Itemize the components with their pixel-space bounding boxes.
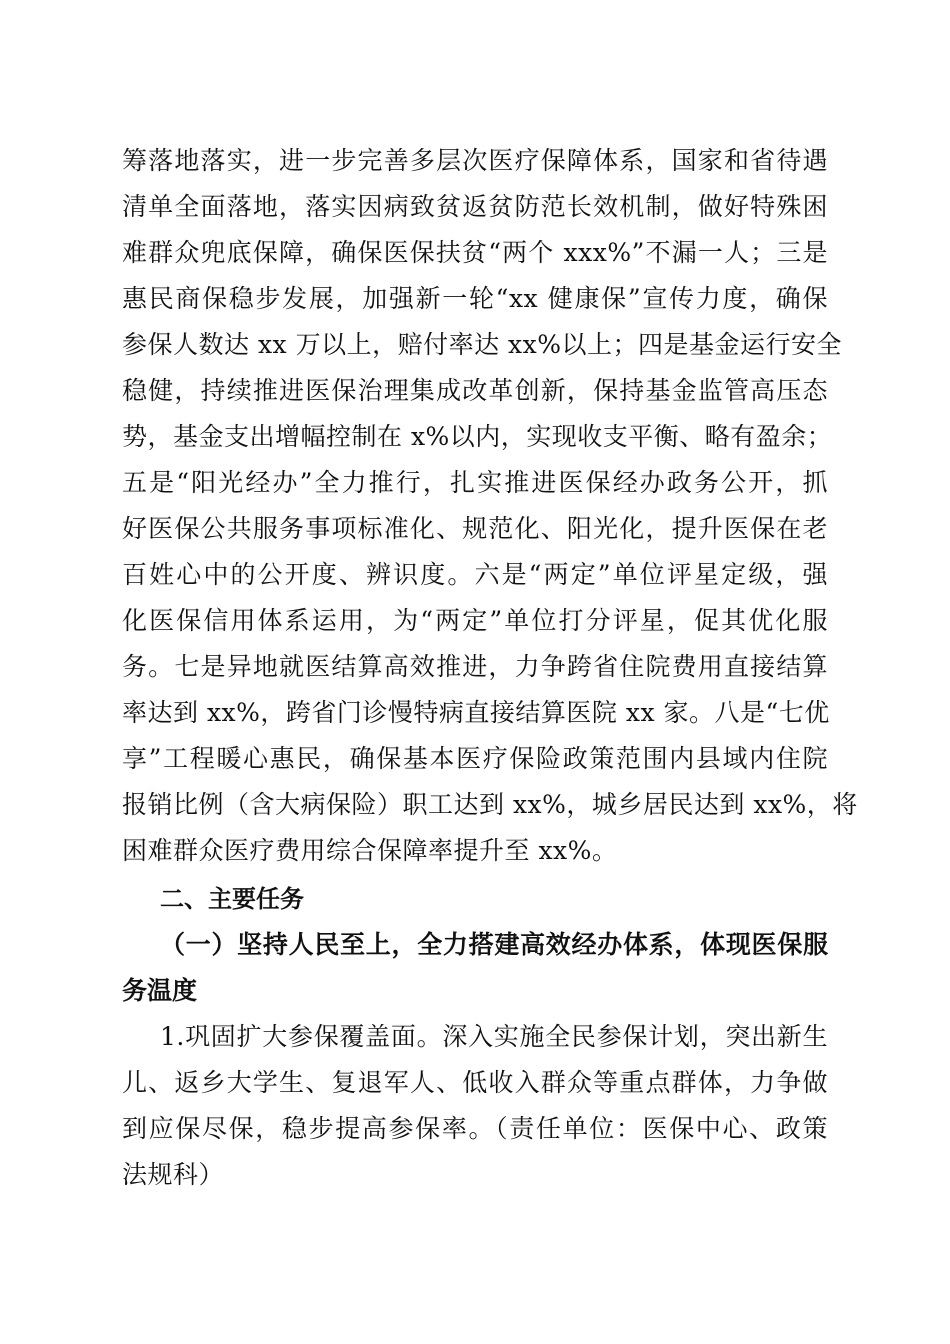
body-text-line: 1.巩固扩大参保覆盖面。深入实施全民参保计划，突出新生: [160, 1022, 828, 1051]
body-text-line: 报销比例（含大病保险）职工达到 xx%，城乡居民达到 xx%，将: [122, 790, 858, 819]
subsection-heading: （一）坚持人民至上，全力搭建高效经办体系，体现医保服: [160, 930, 828, 959]
body-text-line: 好医保公共服务事项标准化、规范化、阳光化，提升医保在老: [122, 514, 828, 543]
body-text-line: 惠民商保稳步发展，加强新一轮“xx 健康保”宣传力度，确保: [122, 284, 828, 313]
body-text-line: 法规科）: [122, 1160, 225, 1189]
body-text-line: 百姓心中的公开度、辨识度。六是“两定”单位评星定级，强: [122, 560, 828, 589]
body-text-line: 率达到 xx%，跨省门诊慢特病直接结算医院 xx 家。八是“七优: [122, 698, 830, 727]
body-text-line: 困难群众医疗费用综合保障率提升至 xx%。: [122, 836, 618, 865]
section-heading: 二、主要任务: [160, 885, 304, 913]
body-text-line: 五是“阳光经办”全力推行，扎实推进医保经办政务公开，抓: [122, 468, 828, 497]
body-text-line: 势，基金支出增幅控制在 x%以内，实现收支平衡、略有盈余；: [122, 422, 833, 451]
body-text-line: 筹落地落实，进一步完善多层次医疗保障体系，国家和省待遇: [122, 146, 828, 175]
subsection-heading-continued: 务温度: [122, 976, 198, 1005]
body-text-line: 难群众兜底保障，确保医保扶贫“两个 xxx%”不漏一人；三是: [122, 238, 828, 267]
body-text-line: 化医保信用体系运用，为“两定”单位打分评星，促其优化服: [122, 606, 828, 635]
body-text-line: 稳健，持续推进医保治理集成改革创新，保持基金监管高压态: [122, 376, 828, 405]
body-text-line: 到应保尽保，稳步提高参保率。（责任单位：医保中心、政策: [122, 1114, 828, 1143]
body-text-line: 务。七是异地就医结算高效推进，力争跨省住院费用直接结算: [122, 652, 828, 681]
body-text-line: 参保人数达 xx 万以上，赔付率达 xx%以上；四是基金运行安全: [122, 330, 842, 359]
body-text-line: 享”工程暖心惠民，确保基本医疗保险政策范围内县域内住院: [122, 744, 828, 773]
body-text-line: 儿、返乡大学生、复退军人、低收入群众等重点群体，力争做: [122, 1068, 828, 1097]
body-text-line: 清单全面落地，落实因病致贫返贫防范长效机制，做好特殊困: [122, 192, 828, 221]
